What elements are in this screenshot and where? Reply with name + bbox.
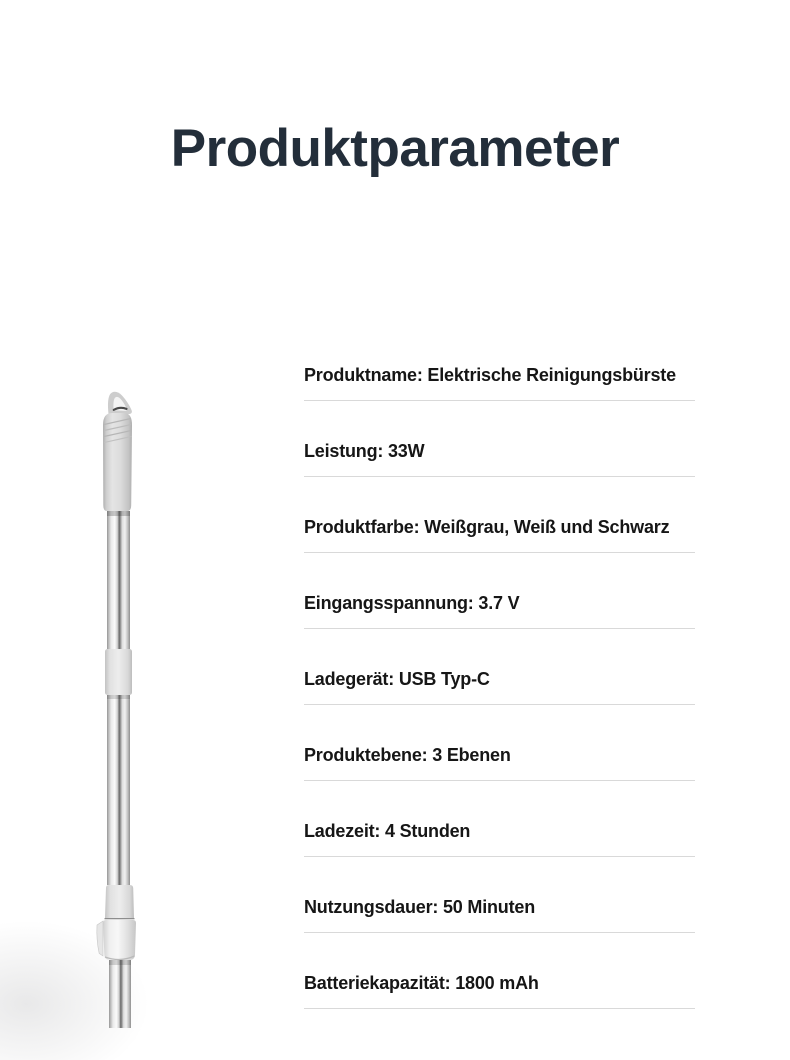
- divider: [304, 856, 695, 857]
- spec-row-produktname: [304, 362, 695, 401]
- locking-collar: [97, 885, 136, 960]
- spec-text: Produktebene: 3 Ebenen: [304, 745, 511, 765]
- divider: [304, 1008, 695, 1009]
- spec-row-nutzungsdauer: [304, 894, 695, 933]
- release-clip: [97, 921, 103, 956]
- spec-list: [304, 362, 695, 1046]
- divider: [304, 780, 695, 781]
- spec-row-eingangsspannung: [304, 590, 695, 629]
- divider: [304, 476, 695, 477]
- spec-row-leistung: [304, 438, 695, 477]
- steel-tube-middle: [107, 695, 130, 885]
- divider: [304, 400, 695, 401]
- hang-loop-icon: [108, 392, 132, 414]
- spec-row-ladezeit: [304, 818, 695, 857]
- divider: [304, 932, 695, 933]
- spec-text: Ladegerät: USB Typ-C: [304, 669, 490, 689]
- steel-tube-lower: [109, 960, 131, 1028]
- grip-handle: [103, 413, 132, 511]
- spec-text: Produktname: Elektrische Reinigungsbürste: [304, 365, 676, 385]
- spec-text: Ladezeit: 4 Stunden: [304, 821, 471, 841]
- divider: [304, 628, 695, 629]
- steel-tube-upper: [107, 511, 130, 649]
- spec-text: Leistung: 33W: [304, 441, 425, 461]
- connector-sleeve: [105, 649, 132, 695]
- spec-row-produktebene: [304, 742, 695, 781]
- product-image: [85, 385, 155, 1028]
- spec-row-ladegeraet: [304, 666, 695, 705]
- spec-text: Eingangsspannung: 3.7 V: [304, 593, 520, 613]
- page-title: Produktparameter: [170, 119, 620, 178]
- spec-text: Batteriekapazität: 1800 mAh: [304, 973, 539, 993]
- spec-text: Nutzungsdauer: 50 Minuten: [304, 897, 536, 917]
- spec-row-batteriekapazitaet: [304, 970, 695, 1009]
- spec-text: Produktfarbe: Weißgrau, Weiß und Schwarz: [304, 517, 670, 537]
- divider: [304, 704, 695, 705]
- spec-row-produktfarbe: [304, 514, 695, 553]
- product-pole-illustration: [85, 385, 155, 1028]
- divider: [304, 552, 695, 553]
